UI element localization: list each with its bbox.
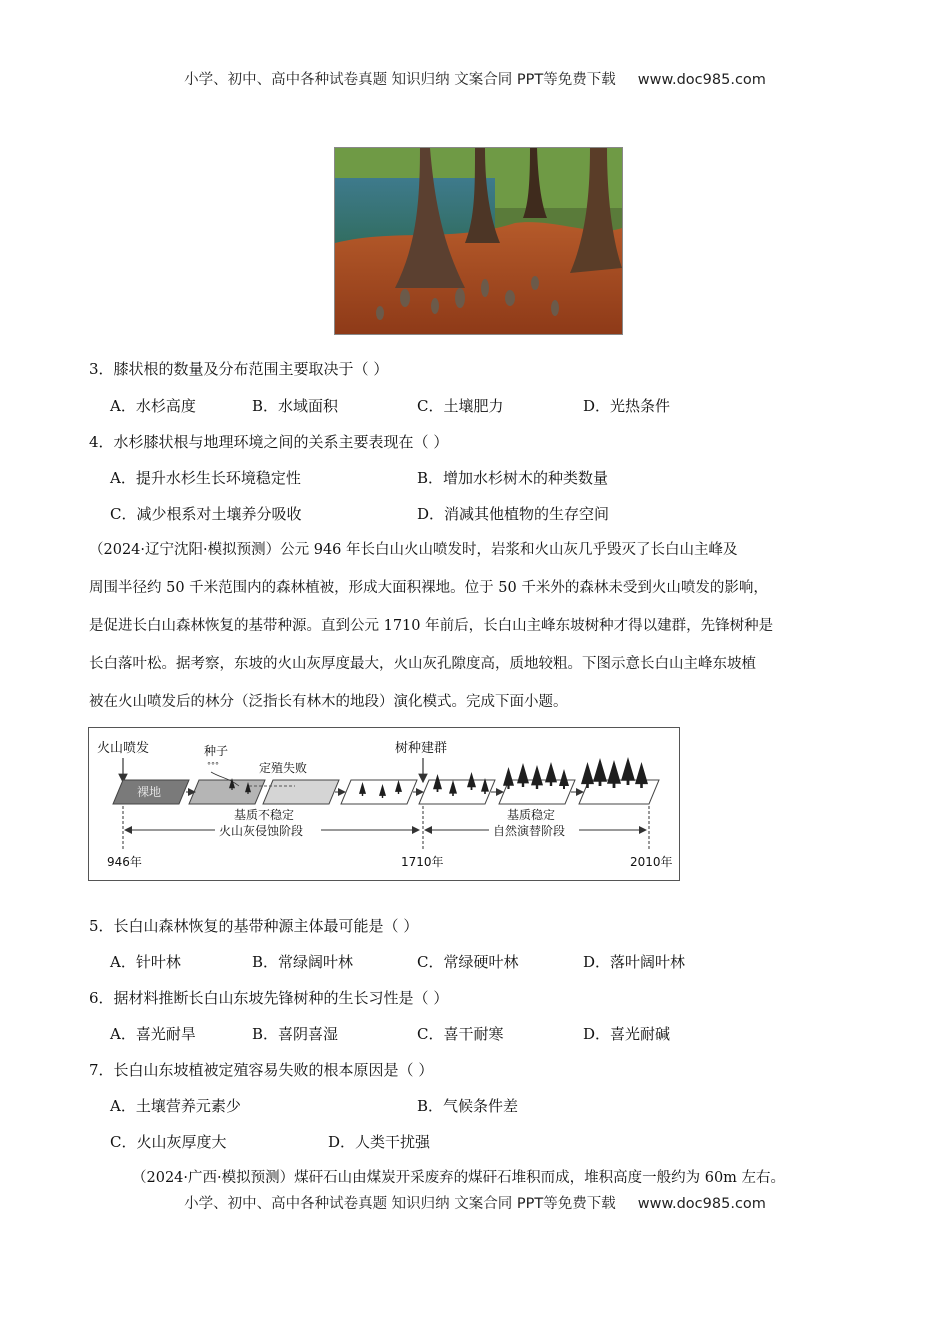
- q4-option-a[interactable]: A．提升水杉生长环境稳定性: [110, 469, 301, 487]
- passage-line-3: 是促进长白山森林恢复的基带种源。直到公元 1710 年前后，长白山主峰东坡树种才得以建群，先锋树种是: [89, 618, 774, 634]
- footer-site[interactable]: www.doc985.com: [637, 1196, 766, 1212]
- q5-option-b[interactable]: B．常绿阔叶林: [252, 953, 354, 971]
- q3-option-d[interactable]: D．光热条件: [583, 397, 671, 415]
- label-bare: 裸地: [137, 785, 162, 799]
- q6-option-d[interactable]: D．喜光耐碱: [583, 1025, 671, 1043]
- next-passage-intro: （2024·广西·模拟预测）煤矸石山由煤炭开采废弃的煤矸石堆积而成，堆积高度一般约为 60m 左右。: [132, 1170, 786, 1186]
- label-succession-stage: 自然演替阶段: [493, 824, 566, 838]
- q7-option-b[interactable]: B．气候条件差: [417, 1097, 519, 1115]
- q5-option-a[interactable]: A．针叶林: [110, 953, 181, 971]
- q5-option-c[interactable]: C．常绿硬叶林: [417, 953, 519, 971]
- header-site[interactable]: www.doc985.com: [637, 72, 766, 88]
- label-2010: 2010年: [630, 855, 673, 869]
- cypress-knee-roots-photo: [334, 147, 623, 335]
- q6-option-c[interactable]: C．喜干耐寒: [417, 1025, 504, 1043]
- label-establish: 树种建群: [395, 741, 448, 756]
- header-text: 小学、初中、高中各种试卷真题 知识归纳 文案合同 PPT等免费下载: [184, 72, 616, 88]
- label-erosion-stage: 火山灰侵蚀阶段: [219, 824, 304, 838]
- question-3-stem: 3．膝状根的数量及分布范围主要取决于（ ）: [89, 360, 389, 378]
- label-failed: 定殖失败: [259, 761, 308, 775]
- question-6-stem: 6．据材料推断长白山东坡先锋树种的生长习性是（ ）: [89, 989, 449, 1007]
- question-5-stem: 5．长白山森林恢复的基带种源主体最可能是（ ）: [89, 917, 419, 935]
- label-1710: 1710年: [401, 855, 444, 869]
- q4-option-b[interactable]: B．增加水杉树木的种类数量: [417, 469, 609, 487]
- q7-option-d[interactable]: D．人类干扰强: [328, 1133, 431, 1151]
- forest-succession-figure: [88, 727, 680, 881]
- label-946: 946年: [107, 855, 142, 869]
- question-4-stem: 4．水杉膝状根与地理环境之间的关系主要表现在（ ）: [89, 433, 449, 451]
- label-stable: 基质稳定: [507, 808, 556, 822]
- footer-text: 小学、初中、高中各种试卷真题 知识归纳 文案合同 PPT等免费下载: [184, 1196, 616, 1212]
- label-unstable: 基质不稳定: [234, 808, 295, 822]
- q5-option-d[interactable]: D．落叶阔叶林: [583, 953, 686, 971]
- q6-option-b[interactable]: B．喜阴喜湿: [252, 1025, 339, 1043]
- page-footer: [0, 1192, 950, 1213]
- q7-option-a[interactable]: A．土壤营养元素少: [110, 1097, 241, 1115]
- label-seed: 种子: [204, 744, 229, 758]
- svg-text:°°°: °°°: [207, 761, 219, 770]
- passage-line-1: （2024·辽宁沈阳·模拟预测）公元 946 年长白山火山喷发时，岩浆和火山灰几乎毁灭了长白山主峰及: [89, 542, 738, 558]
- panel-failed: [263, 780, 339, 804]
- q7-option-c[interactable]: C．火山灰厚度大: [110, 1133, 227, 1151]
- passage-line-2: 周围半径约 50 千米范围内的森林植被，形成大面积裸地。位于 50 千米外的森林未受到火山喷发的影响，: [89, 580, 768, 596]
- q3-option-b[interactable]: B．水域面积: [252, 397, 339, 415]
- q3-option-a[interactable]: A．水杉高度: [110, 397, 196, 415]
- q6-option-a[interactable]: A．喜光耐旱: [110, 1025, 196, 1043]
- question-7-stem: 7．长白山东坡植被定殖容易失败的根本原因是（ ）: [89, 1061, 434, 1079]
- page-header: [0, 68, 950, 89]
- passage-line-4: 长白落叶松。据考察，东坡的火山灰厚度最大，火山灰孔隙度高，质地较粗。下图示意长白山主峰东坡植: [89, 656, 756, 672]
- panel-early-trees: [341, 780, 417, 804]
- q4-option-c[interactable]: C．减少根系对土壤养分吸收: [110, 505, 302, 523]
- q3-option-c[interactable]: C．土壤肥力: [417, 397, 504, 415]
- label-eruption: 火山喷发: [97, 741, 150, 756]
- q4-option-d[interactable]: D．消减其他植物的生存空间: [417, 505, 610, 523]
- passage-line-5: 被在火山喷发后的林分（泛指长有林木的地段）演化模式。完成下面小题。: [89, 694, 568, 710]
- panel-seed: [189, 780, 265, 804]
